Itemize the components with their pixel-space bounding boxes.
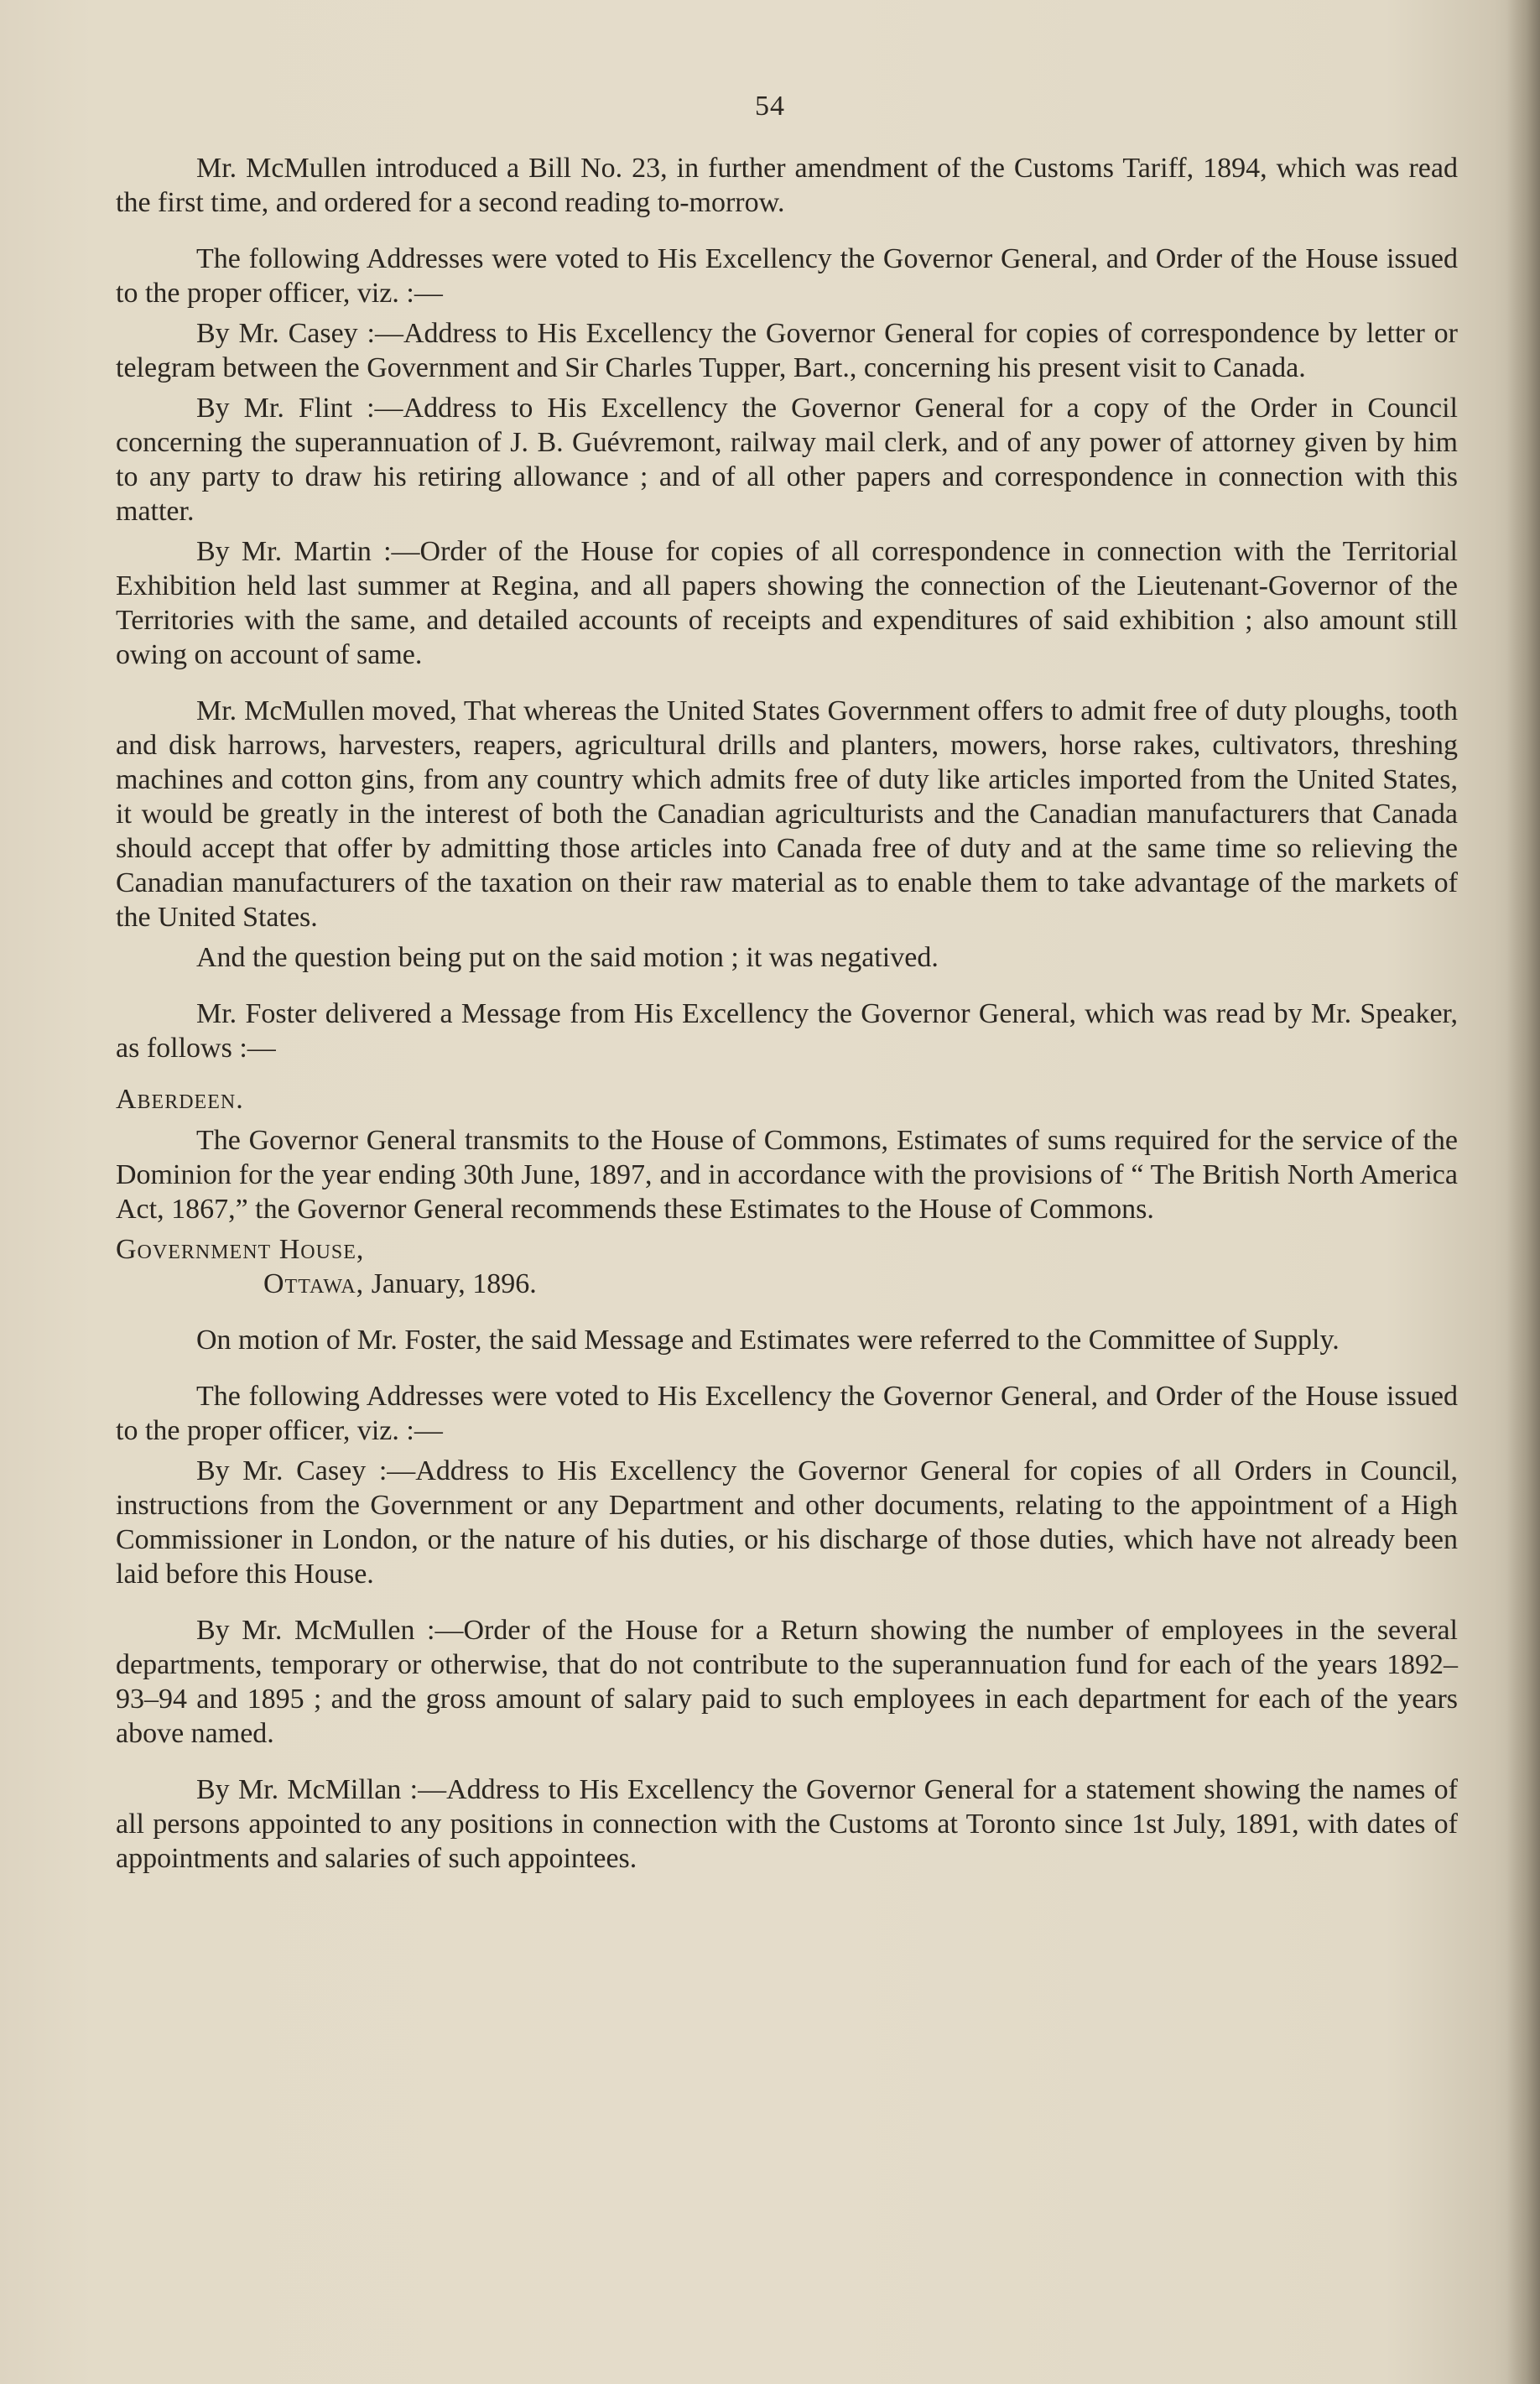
- paragraph-mcmullen-motion: Mr. McMullen moved, That whereas the United States Government offers to admit free of duty ploughs, tooth and disk harrows, harvesters, reapers, agricultural drills and planters, mowers, horse rakes, cultivators, threshing machines and cotton gins, from any country which admits free of duty like articles imported from the United States, it would be greatly in the interest of both the Canadian agriculturists and the Canadian manufacturers that Canada should accept that offer by admitting those articles into Canada free of duty and at the same time so relieving the Canadian manufacturers of the taxation on their raw material as to enable them to take advantage of the markets of the United States.: [116, 695, 1458, 933]
- paragraph-casey-address-2: By Mr. Casey :—Address to His Excellency the Governor General for copies of all Orders in Council, instructions from the Government or any Department and other documents, relating to the appointment of a High Commissioner in London, or the nature of his duties, or his discharge of those duties, which have not already been laid before this House.: [116, 1455, 1458, 1590]
- paragraph-bill-introduced: Mr. McMullen introduced a Bill No. 23, in further amendment of the Customs Tariff, 1894, which was read the first time, and ordered for a second reading to-morrow.: [116, 153, 1458, 218]
- paragraph-foster-message: Mr. Foster delivered a Message from His Excellency the Governor General, which was read by Mr. Speaker, as follows :—: [116, 998, 1458, 1064]
- paragraph-addresses-voted: The following Addresses were voted to His Excellency the Governor General, and Order of the House issued to the proper officer, viz. :—: [116, 243, 1458, 309]
- message-dateline: [263, 1267, 1458, 1301]
- paragraph-mcmillan-address: By Mr. McMillan :—Address to His Excellency the Governor General for a statement showing the names of all persons appointed to any positions in connection with the Customs at Toronto since 1st July, 1891, with dates of appointments and salaries of such appointees.: [116, 1774, 1458, 1874]
- paragraph-motion-negatived: And the question being put on the said motion ; it was negatived.: [196, 942, 939, 973]
- message-place: Government House,: [116, 1234, 365, 1265]
- paragraph-martin-order: By Mr. Martin :—Order of the House for copies of all correspondence in connection with the Territorial Exhibition held last summer at Regina, and all papers showing the connection of the Lieutenant-Governor of the Territories with the same, and detailed accounts of receipts and expenditures of said exhibition ; also amount still owing on account of same.: [116, 536, 1458, 670]
- page-body: [116, 151, 1458, 1882]
- page-number: 54: [755, 91, 785, 122]
- paragraph-flint-address: By Mr. Flint :—Address to His Excellency the Governor General for a copy of the Order in Council concerning the superannuation of J. B. Guévremont, railway mail clerk, and of any power of attorney given by him to any party to draw his retiring allowance ; and of all other papers and correspondence in connection with this matter.: [116, 393, 1458, 527]
- paragraph-referred-supply: On motion of Mr. Foster, the said Message and Estimates were referred to the Committee of Supply.: [196, 1325, 1340, 1356]
- paragraph-addresses-voted-2: The following Addresses were voted to His Excellency the Governor General, and Order of the House issued to the proper officer, viz. :—: [116, 1381, 1458, 1446]
- message-city: Ottawa,: [263, 1268, 365, 1299]
- message-signature: Aberdeen.: [116, 1084, 244, 1115]
- paragraph-casey-address: By Mr. Casey :—Address to His Excellency the Governor General for copies of correspondence by letter or telegram between the Government and Sir Charles Tupper, Bart., concerning his present visit to Canada.: [116, 318, 1458, 383]
- message-body: The Governor General transmits to the House of Commons, Estimates of sums required for the service of the Dominion for the year ending 30th June, 1897, and in accordance with the provisions of “ The British North America Act, 1867,” the Governor General recommends these Estimates to the House of Commons.: [116, 1125, 1458, 1225]
- paragraph-mcmullen-order: By Mr. McMullen :—Order of the House for a Return showing the number of employees in the several departments, temporary or otherwise, that do not contribute to the superannuation fund for each of the years 1892–93–94 and 1895 ; and the gross amount of salary paid to such employees in each department for each of the years above named.: [116, 1615, 1458, 1749]
- message-date: January, 1896.: [371, 1268, 537, 1299]
- page-edge-shadow: [1506, 0, 1540, 2384]
